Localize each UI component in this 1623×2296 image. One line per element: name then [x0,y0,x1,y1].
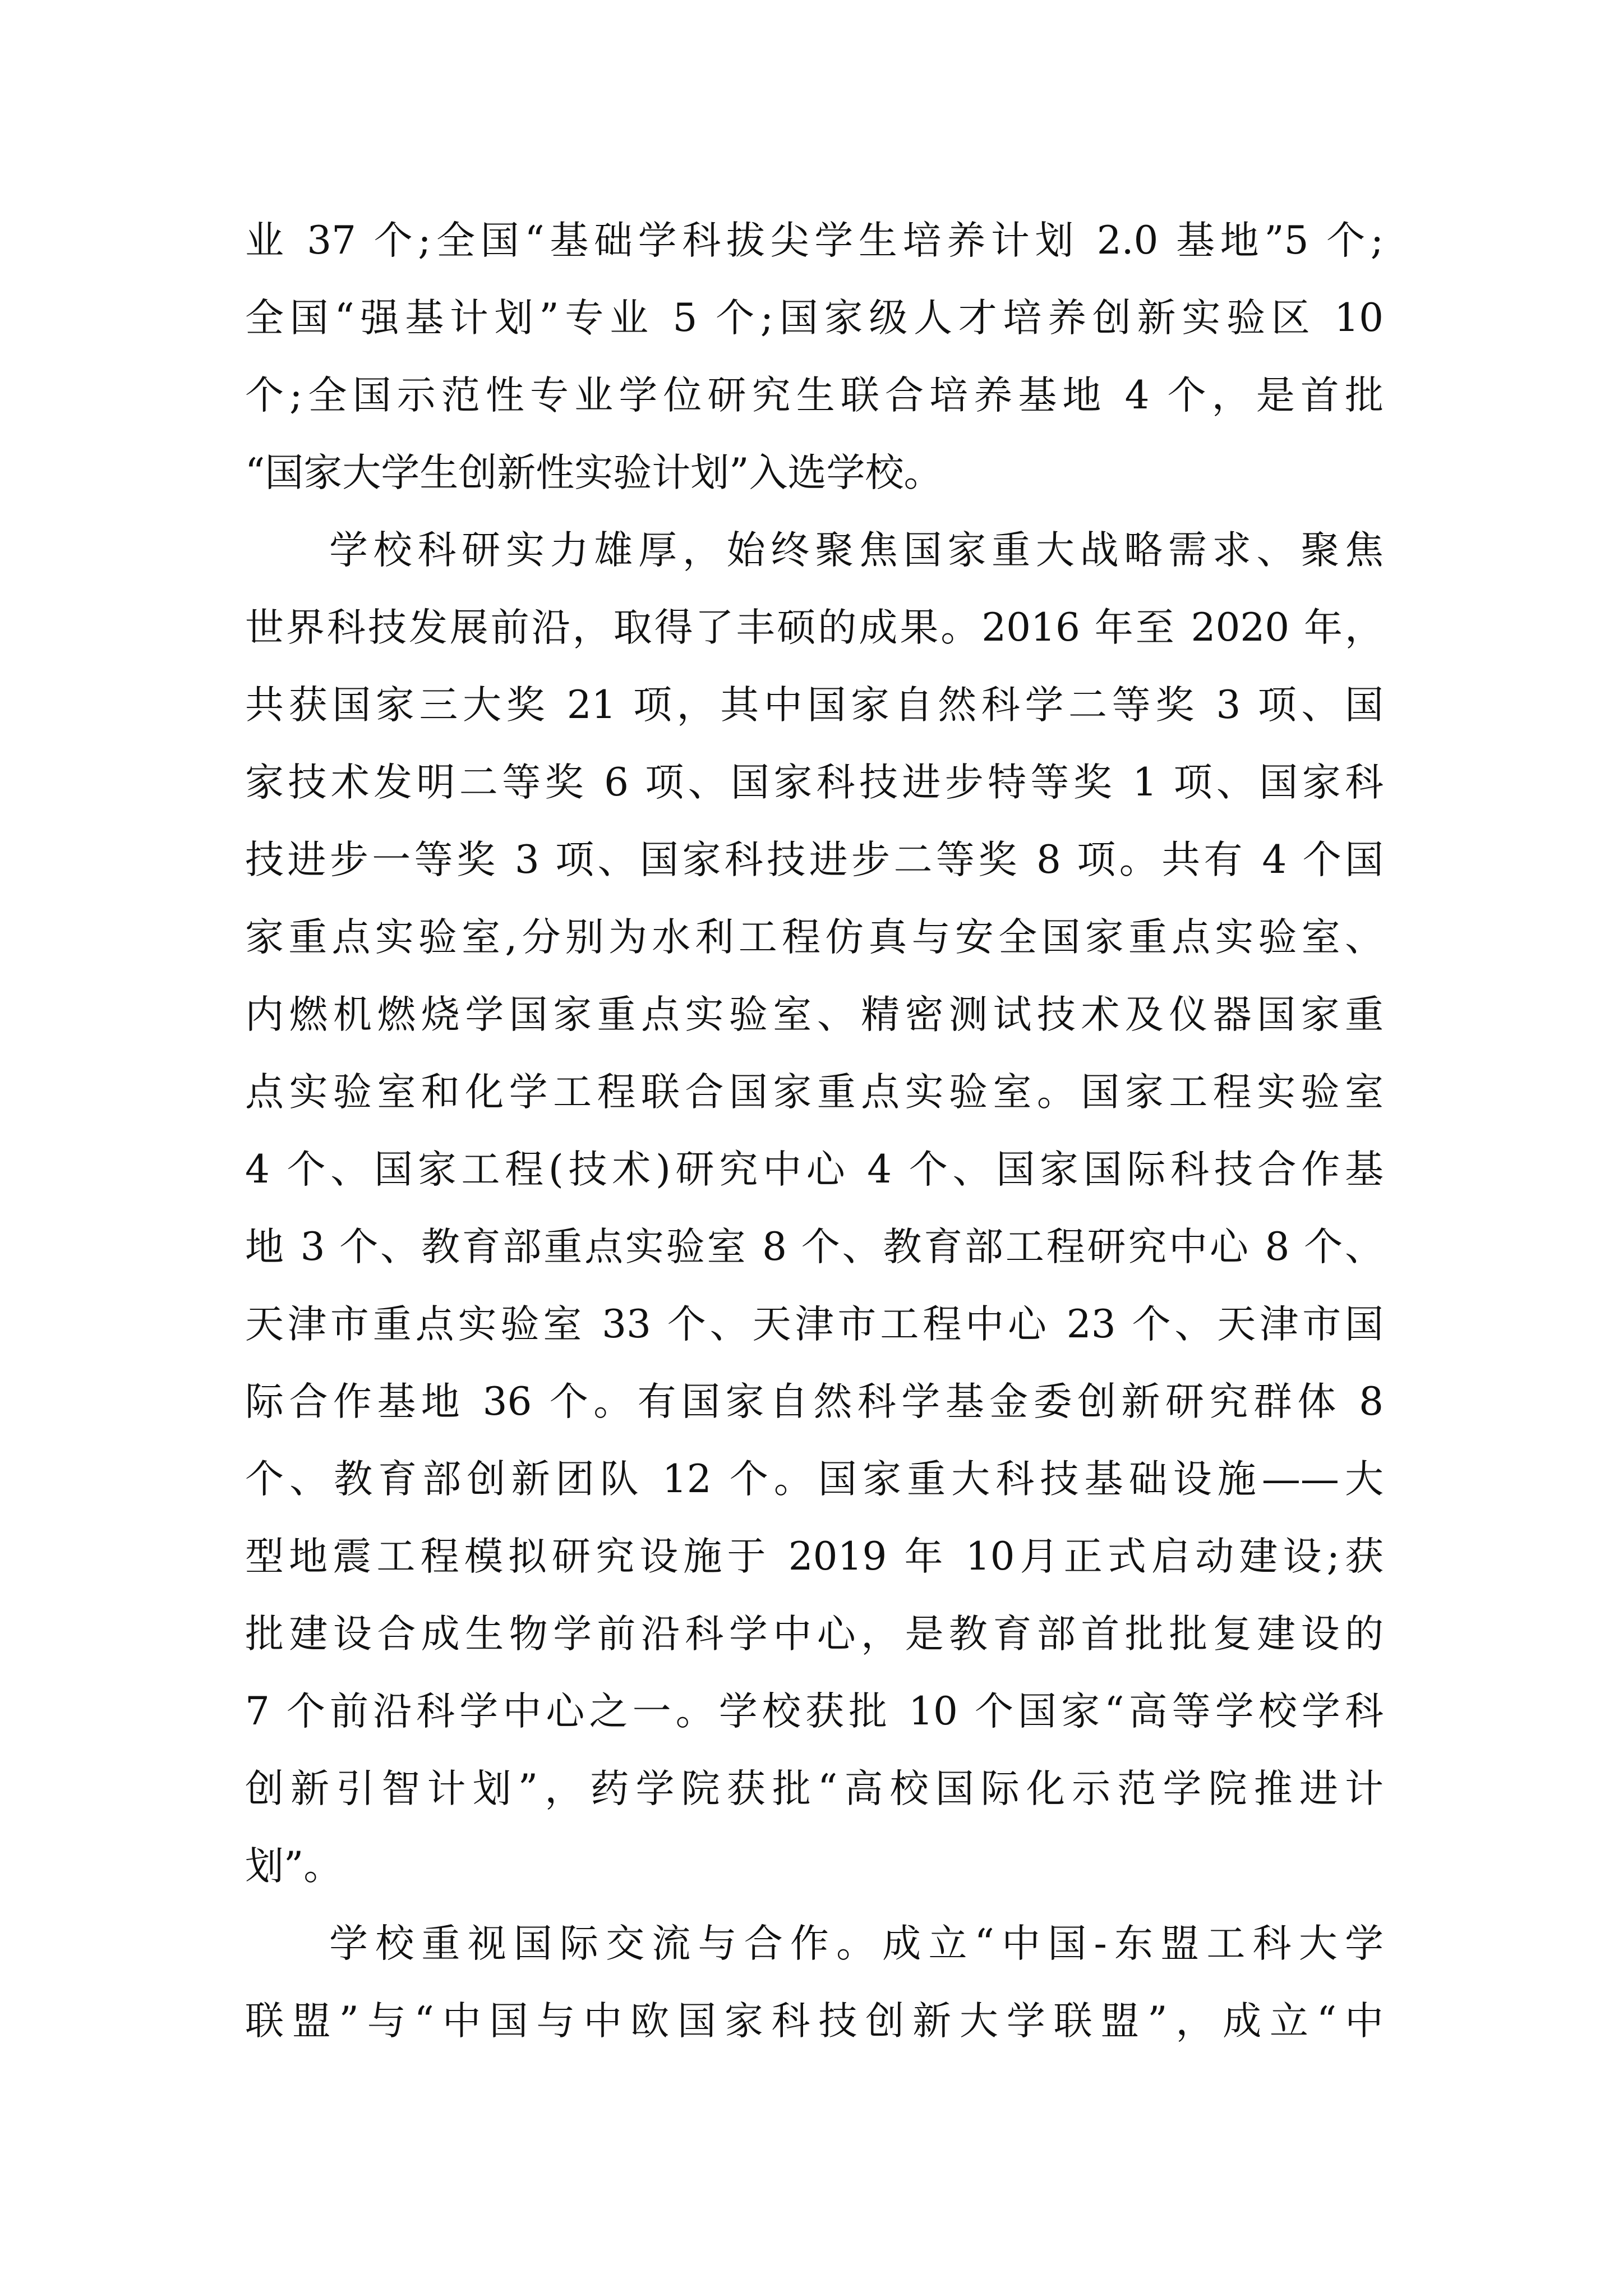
text-line: 世界科技发展前沿，取得了丰硕的成果。2016 年至 2020 年， [245,605,1384,650]
text-line: 联盟”与“中国与中欧国家科技创新大学联盟”，成立“中 [245,1999,1384,2044]
text-line: 际合作基地 36 个。有国家自然科学基金委创新研究群体 8 [245,1379,1384,1424]
text-line: 7 个前沿科学中心之一。学校获批 10 个国家“高等学校学科 [245,1689,1384,1734]
text-line: 天津市重点实验室 33 个、天津市工程中心 23 个、天津市国 [245,1302,1384,1347]
text-line: 地 3 个、教育部重点实验室 8 个、教育部工程研究中心 8 个、 [245,1225,1384,1269]
text-line: 技进步一等奖 3 项、国家科技进步二等奖 8 项。共有 4 个国 [245,838,1384,882]
text-line: 型地震工程模拟研究设施于 2019 年 10月正式启动建设;获 [245,1534,1384,1579]
text-line: 家技术发明二等奖 6 项、国家科技进步特等奖 1 项、国家科 [245,760,1384,805]
paragraph [245,512,1384,1905]
text-line: 学校科研实力雄厚，始终聚焦国家重大战略需求、聚焦 [329,528,1384,573]
paragraph [245,1905,1384,2060]
text-line: 内燃机燃烧学国家重点实验室、精密测试技术及仪器国家重 [245,992,1384,1037]
text-line: 全国“强基计划”专业 5 个;国家级人才培养创新实验区 10 [245,296,1384,341]
text-line: 共获国家三大奖 21 项，其中国家自然科学二等奖 3 项、国 [245,683,1384,728]
text-line: 批建设合成生物学前沿科学中心，是教育部首批批复建设的 [245,1612,1384,1657]
text-line: 业 37 个;全国“基础学科拔尖学生培养计划 2.0 基地”5 个; [245,218,1384,263]
text-line: 创新引智计划”，药学院获批“高校国际化示范学院推进计 [245,1766,1384,1811]
text-line: 划”。 [245,1844,343,1889]
text-line: 个、教育部创新团队 12 个。国家重大科技基础设施——大 [245,1457,1384,1502]
paragraph [245,202,1384,512]
text-line: 家重点实验室,分别为水利工程仿真与安全国家重点实验室、 [245,915,1384,960]
text-line: 点实验室和化学工程联合国家重点实验室。国家工程实验室 [245,1070,1384,1115]
text-line: 个;全国示范性专业学位研究生联合培养基地 4 个，是首批 [245,373,1384,418]
body-text [245,202,1384,2060]
text-line: 4 个、国家工程(技术)研究中心 4 个、国家国际科技合作基 [245,1147,1384,1192]
text-line: 学校重视国际交流与合作。成立“中国-东盟工科大学 [329,1921,1384,1966]
text-line: “国家大学生创新性实验计划”入选学校。 [245,450,943,495]
